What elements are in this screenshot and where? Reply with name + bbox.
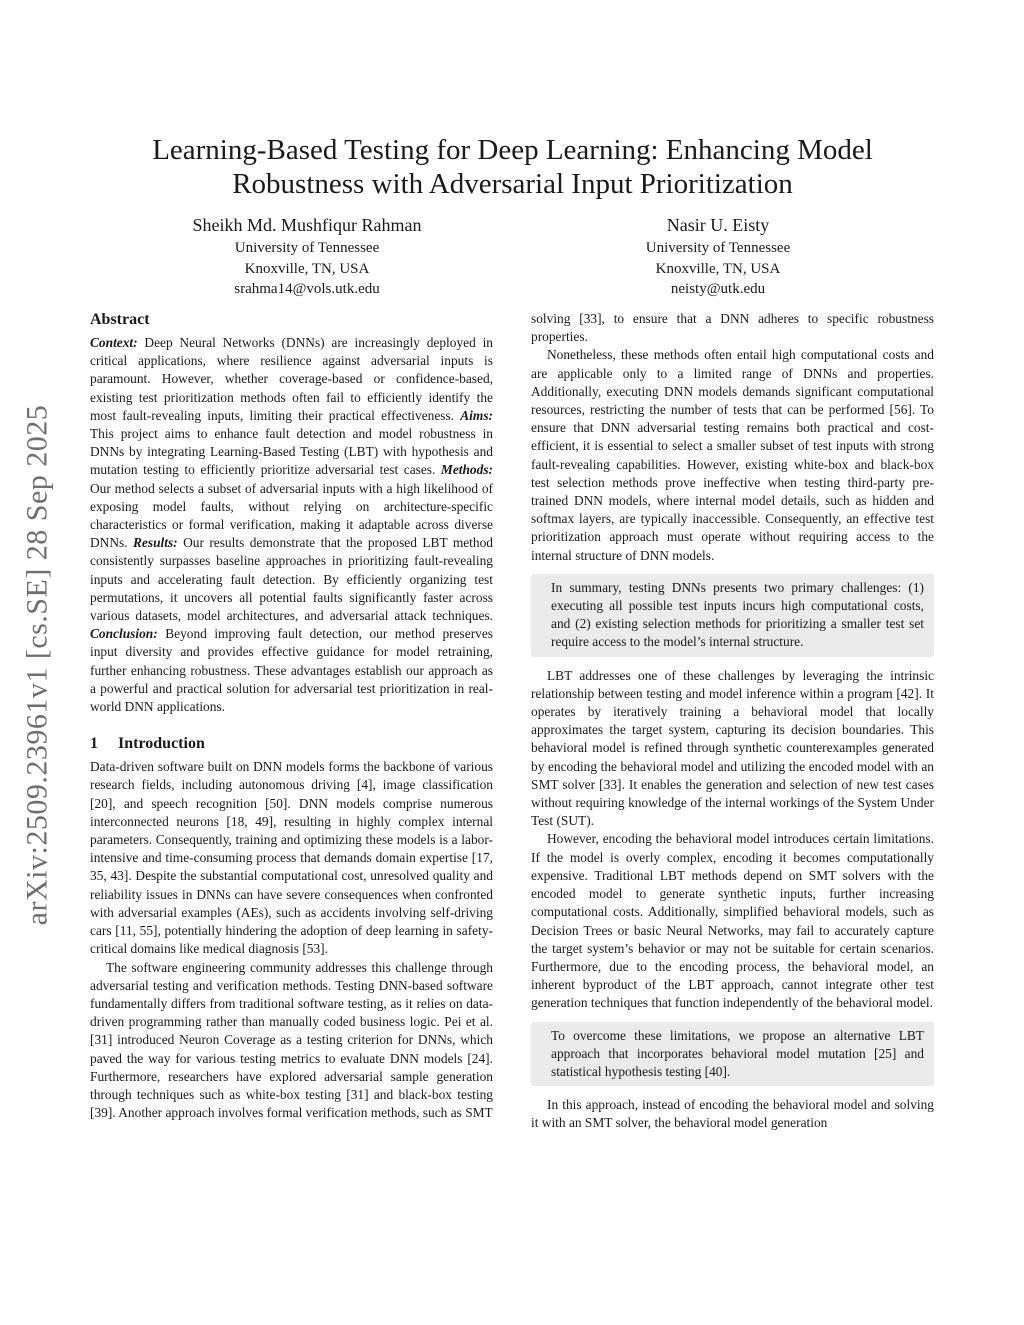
- section-number: 1: [90, 735, 98, 753]
- author-name: Sheikh Md. Mushfiqur Rahman: [192, 215, 422, 235]
- continued-paragraph: solving [33], to ensure that a DNN adheres to specific robustness properties.: [531, 311, 934, 345]
- proposal-callout: [531, 1022, 934, 1087]
- abstract-text: [90, 334, 493, 716]
- conclusion-text: Beyond improving fault detection, our method preserves input diversity and provides effective guidance for model retraining, further enhancing robustness. These advantages establish our approach as a powerful and practical solution for adversarial test prioritization in real-world DNN applications.: [90, 626, 493, 715]
- author-location: Knoxville, TN, USA: [244, 260, 370, 277]
- author-email[interactable]: srahma14@vols.utk.edu: [234, 281, 380, 297]
- body-paragraph-limitations: However, encoding the behavioral model introduces certain limitations. If the model is overly complex, encoding it becomes computationally expensive. Traditional LBT methods depend on SMT solvers with the encoded model to generate synthetic inputs, further increasing computational costs. Additionally, simplified behavioral models, such as Decision Trees or basic Neural Networks, may fail to accurately capture the target system’s behavior or may not be suitable for certain scenarios. Furthermore, due to the encoding process, the behavioral model, an inherent byproduct of the LBT approach, cannot integrate other test generation techniques that function independently of the behavioral model.: [531, 831, 934, 1011]
- introduction-heading: [90, 734, 493, 754]
- summary-callout-text: In summary, testing DNNs presents two primary challenges: (1) executing all possible test inputs incurs high computational costs, and (2) existing selection methods for prioritizing a smaller test set require access to the model’s internal structure.: [551, 579, 924, 650]
- right-column: [531, 310, 934, 1133]
- author-location: Knoxville, TN, USA: [655, 260, 781, 277]
- context-text: Deep Neural Networks (DNNs) are increasingly deployed in critical applications, where resilience against adversarial inputs is paramount. However, whether coverage-based or confidence-based, existing test prioritization methods often fail to efficiently identify the most fault-revealing inputs, limiting their practical effectiveness.: [90, 335, 493, 423]
- aims-text: This project aims to enhance fault detection and model robustness in DNNs by integrating Learning-Based Testing (LBT) with hypothesis and mutation testing to efficiently prioritize adversarial test cases.: [90, 426, 493, 478]
- author-email[interactable]: neisty@utk.edu: [670, 281, 766, 297]
- summary-callout: [531, 574, 934, 657]
- author-name: Nasir U. Eisty: [666, 215, 770, 235]
- methods-label: Methods:: [440, 462, 493, 478]
- arxiv-identifier: arXiv:2509.23961v1 [cs.SE] 28 Sep 2025: [20, 404, 54, 926]
- body-paragraph-approach: In this approach, instead of encoding the behavioral model and solving it with an SMT solver, the behavioral model generation: [531, 1097, 934, 1131]
- methods-text: Our method selects a subset of adversarial inputs with a high likelihood of exposing model faults, without relying on architecture-specific characteristics or formal verification, making it adaptable across diverse DNNs.: [90, 480, 493, 551]
- intro-paragraph-1: Data-driven software built on DNN models forms the backbone of various research fields, including autonomous driving [4], image classification [20], and speech recognition [50]. DNN models comprise numerous interconnected neurons [18, 49], resulting in highly complex internal parameters. Consequently, training and optimizing these models is a labor-intensive and time-consuming process that demands domain expertise [17, 35, 43]. Despite the substantial computational cost, unresolved quality and reliability issues in DNNs can have severe consequences when confronted with adversarial examples (AEs), such as accidents involving self-driving cars [11, 55], potentially hindering the adoption of deep learning in safety-critical domains like medical diagnosis [53].: [90, 759, 493, 957]
- results-text: Our results demonstrate that the proposed LBT method consistently surpasses baseline approaches in prioritizing fault-revealing inputs and accelerating fault detection. By efficiently organizing test permutations, it uncovers all potential faults significantly faster across various datasets, model architectures, and adversarial attack techniques.: [90, 535, 493, 624]
- paper-title: Learning-Based Testing for Deep Learning: Enhancing Model Robustness with Adversarial Input Prioritization: [152, 134, 873, 200]
- proposal-callout-text: To overcome these limitations, we propose an alternative LBT approach that incorporates behavioral model mutation [25] and statistical hypothesis testing [40].: [551, 1027, 924, 1079]
- left-column: [90, 310, 493, 1122]
- author-affiliation: University of Tennessee: [645, 240, 791, 256]
- intro-paragraph-2: The software engineering community addresses this challenge through adversarial testing and verification methods. Testing DNN-based software fundamentally differs from traditional software testing, as it relies on data-driven programming rather than manually coded business logic. Pei et al. [31] introduced Neuron Coverage as a testing criterion for DNNs, which paved the way for various testing metrics to evaluate DNN models [24]. Furthermore, researchers have explored adversarial sample generation through techniques such as white-box testing [31] and black-box testing [39]. Another approach involves formal verification methods, such as SMT: [90, 959, 493, 1121]
- author-affiliation: University of Tennessee: [234, 240, 380, 256]
- arxiv-sidebar-stamp: [10, 375, 65, 955]
- section-title: Introduction: [118, 735, 205, 753]
- context-label: Context:: [90, 335, 138, 350]
- conclusion-label: Conclusion:: [90, 626, 158, 642]
- body-paragraph-lbt: LBT addresses one of these challenges by leveraging the intrinsic relationship between testing and model inference within a program [42]. It operates by iteratively training a behavioral model that locally approximates the target system, capturing its decision boundaries. This behavioral model is refined through synthetic counterexamples generated by encoding the behavioral model and utilizing the encoded model with an SMT solver [33]. It enables the generation and selection of new test cases without requiring knowledge of the internal workings of the System Under Test (SUT).: [531, 667, 934, 829]
- body-paragraph-costs: Nonetheless, these methods often entail high computational costs and are applicable only to a limited range of DNNs and properties. Additionally, executing DNN models demands significant computational resources, restricting the number of tests that can be performed [56]. To ensure that DNN adversarial testing remains both practical and cost-efficient, it is essential to select a smaller subset of test inputs with strong fault-revealing capabilities. However, existing white-box and black-box test selection methods prove ineffective when testing third-party pre-trained DNN models, where internal model details, such as hidden and softmax layers, are typically inaccessible. Consequently, an effective test prioritization approach must operate without requiring access to the internal structure of DNN models.: [531, 347, 934, 563]
- author-block-2: [548, 213, 888, 300]
- aims-label: Aims:: [460, 407, 493, 423]
- abstract-heading: Abstract: [90, 311, 150, 328]
- results-label: Results:: [133, 535, 178, 551]
- author-block-1: [137, 213, 477, 300]
